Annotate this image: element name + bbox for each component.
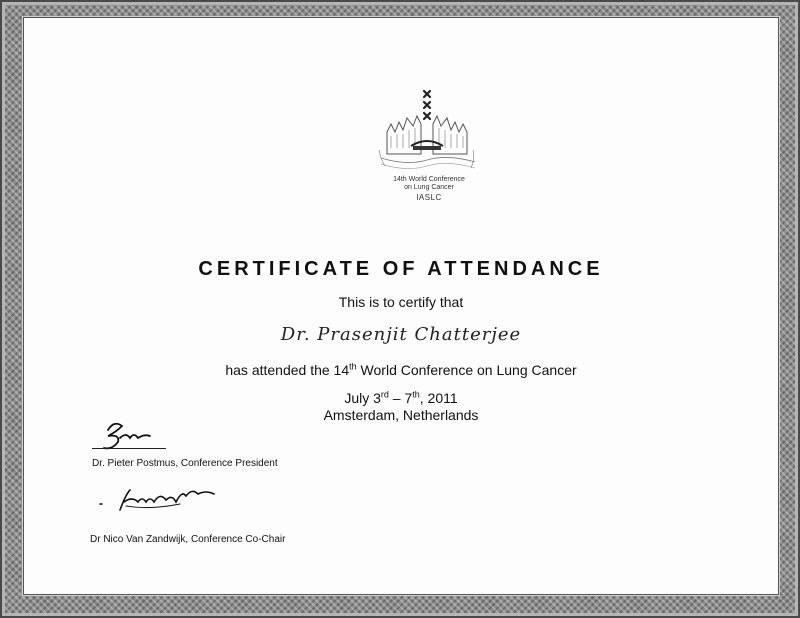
attended-pre: has attended the 14 xyxy=(225,362,350,378)
amsterdam-skyline-icon xyxy=(377,88,481,176)
co-chair-label: Dr Nico Van Zandwijk, Conference Co-Chair xyxy=(90,534,286,545)
certify-intro: This is to certify that xyxy=(338,294,464,310)
logo-line-2: on Lung Cancer xyxy=(404,184,454,191)
conference-dates xyxy=(24,390,778,406)
attended-post: World Conference on Lung Cancer xyxy=(356,362,577,378)
date-pre: July 3 xyxy=(344,390,381,406)
date-post: , 2011 xyxy=(419,390,458,406)
president-label: Dr. Pieter Postmus, Conference President xyxy=(92,458,278,469)
date-mid: – 7 xyxy=(388,390,413,406)
logo-org: IASLC xyxy=(416,193,442,202)
certificate-paper xyxy=(24,18,778,594)
conference-location: Amsterdam, Netherlands xyxy=(323,407,479,423)
attended-sup: th xyxy=(349,361,357,372)
signature-rule-1 xyxy=(92,448,166,449)
logo-line-1: 14th World Conference xyxy=(393,176,465,183)
attended-statement xyxy=(24,362,778,378)
conference-logo xyxy=(374,88,484,228)
date-sup-1: rd xyxy=(380,389,389,400)
date-sup-2: th xyxy=(412,389,420,400)
co-chair-signature-icon xyxy=(90,480,230,520)
president-signature-icon xyxy=(96,418,196,452)
recipient-name: Dr. Prasenjit Chatterjee xyxy=(280,324,522,345)
certificate-title: CERTIFICATE OF ATTENDANCE xyxy=(198,258,604,280)
